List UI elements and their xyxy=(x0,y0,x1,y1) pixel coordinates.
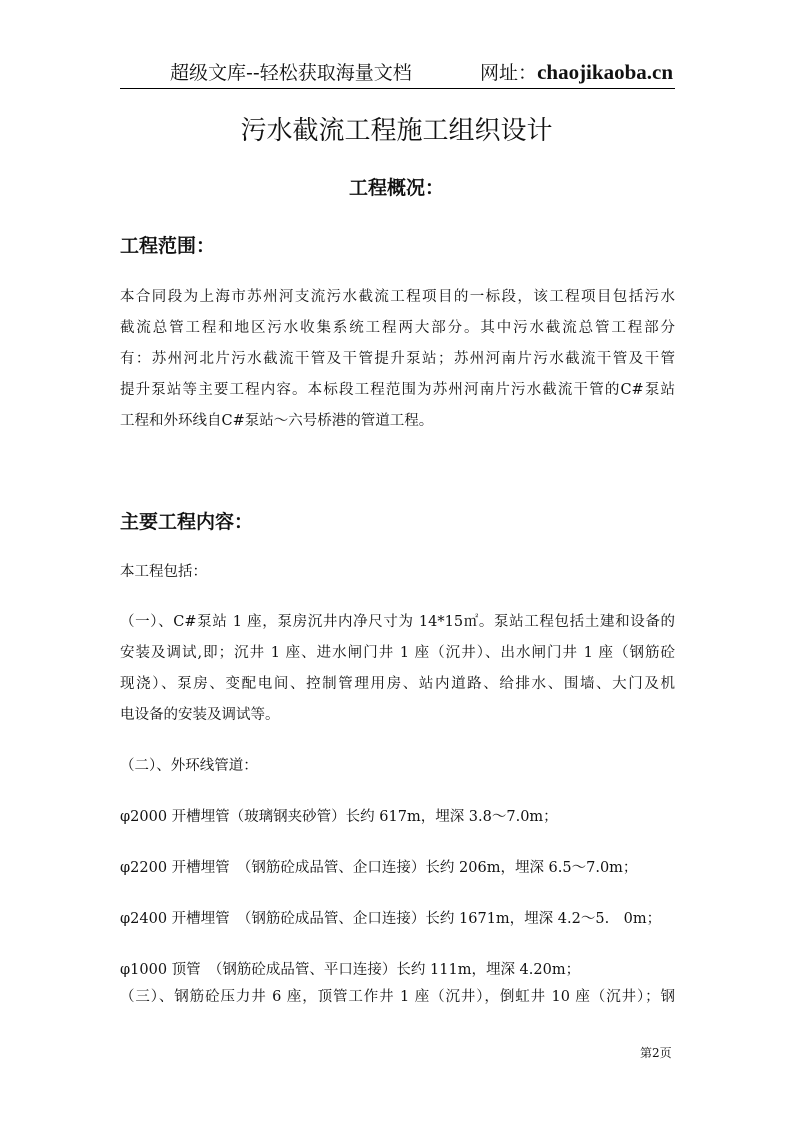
item2-line: （二）、外环线管道： xyxy=(120,758,258,774)
scope-heading: 工程范围： xyxy=(120,235,216,257)
pipe-line: φ2400 开槽埋管 （钢筋砼成品管、企口连接）长约 1671m，埋深 4.2～5. 0m； xyxy=(120,911,662,927)
pipe-line: φ2000 开槽埋管（玻璃钢夹砂管）长约 617m，埋深 3.8～7.0m； xyxy=(120,809,558,825)
pipe-line: φ1000 顶管 （钢筋砼成品管、平口连接）长约 111m，埋深 4.20m； xyxy=(120,962,581,978)
header-url[interactable] xyxy=(480,58,673,85)
paragraph-line: 现浇）、泵房、变配电间、控制管理用房、站内道路、给排水、围墙、大门及机 xyxy=(120,676,675,692)
document-title: 污水截流工程施工组织设计 xyxy=(240,116,553,146)
paragraph-line: 电设备的安装及调试等。 xyxy=(120,707,280,723)
header-site-name: 超级文库--轻松获取海量文档 xyxy=(170,62,412,84)
intro-line: 本工程包括： xyxy=(120,564,207,580)
paragraph-line: 提升泵站等主要工程内容。本标段工程范围为苏州河南片污水截流干管的C#泵站 xyxy=(120,382,675,398)
paragraph-line: 有：苏州河北片污水截流干管及干管提升泵站；苏州河南片污水截流干管及干管 xyxy=(120,351,675,367)
paragraph-line: 本合同段为上海市苏州河支流污水截流工程项目的一标段，该工程项目包括污水 xyxy=(120,289,675,305)
url-label: 网址： xyxy=(480,62,538,84)
paragraph-line: 截流总管工程和地区污水收集系统工程两大部分。其中污水截流总管工程部分 xyxy=(120,320,675,336)
paragraph-line: 工程和外环线自C#泵站～六号桥港的管道工程。 xyxy=(120,413,434,429)
url-text[interactable]: chaojikaoba.cn xyxy=(537,60,673,84)
page-header xyxy=(120,58,675,89)
paragraph-line: 安装及调试,即；沉井 1 座、进水闸门井 1 座（沉井）、出水闸门井 1 座（钢筋砼 xyxy=(120,645,675,661)
overview-heading: 工程概况： xyxy=(348,177,444,199)
item3-line: （三）、钢筋砼压力井 6 座，顶管工作井 1 座（沉井），倒虹井 10 座（沉井）；钢 xyxy=(120,989,675,1005)
page-number: 第2页 xyxy=(640,1046,672,1060)
paragraph-line: （一）、C#泵站 1 座，泵房沉井内净尺寸为 14*15㎡。泵站工程包括土建和设备的 xyxy=(120,614,675,630)
main-content-heading: 主要工程内容： xyxy=(120,511,254,533)
pipe-line: φ2200 开槽埋管 （钢筋砼成品管、企口连接）长约 206m，埋深 6.5～7.0m； xyxy=(120,860,638,876)
